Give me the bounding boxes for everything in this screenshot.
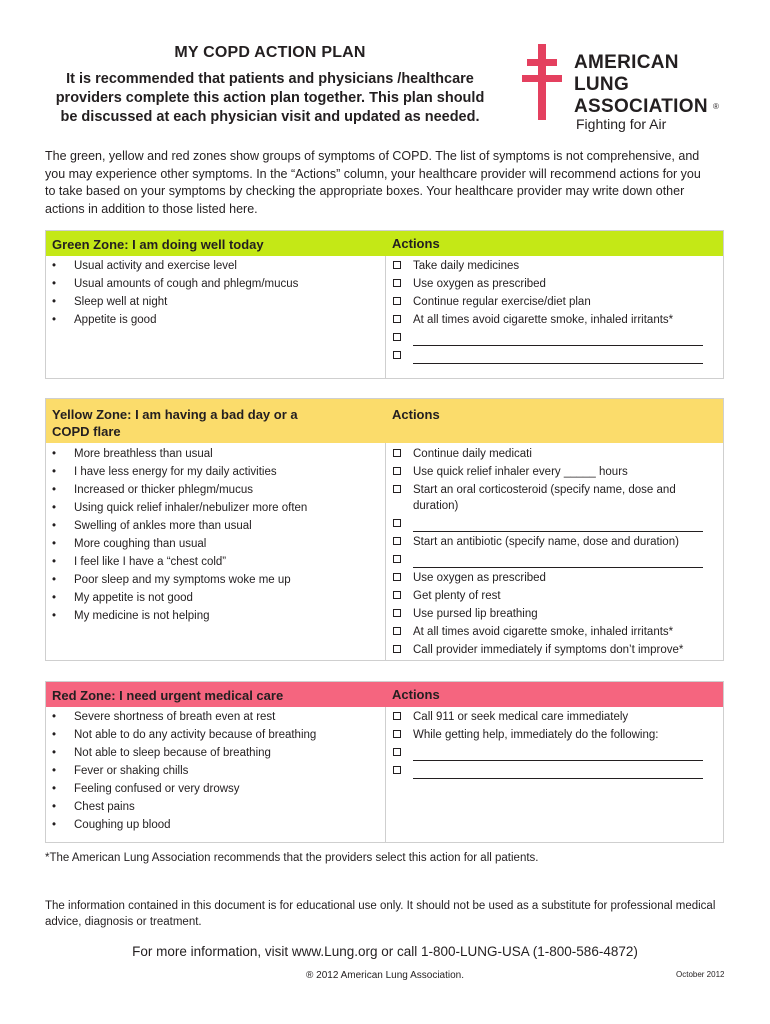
write-in-line[interactable] [413,352,703,364]
action-text: Continue regular exercise/diet plan [413,296,591,308]
checkbox[interactable] [393,609,401,617]
write-in-line[interactable] [413,749,703,761]
intro-line: actions in addition to those listed here. [45,201,258,216]
checkbox[interactable] [393,573,401,581]
bullet: • [52,448,57,460]
copyright: ® 2012 American Lung Association. [305,970,465,981]
action-text: Call 911 or seek medical care immediately [413,711,629,723]
bullet: • [52,801,57,813]
checkbox[interactable] [393,485,401,493]
symptom-text: Appetite is good [74,314,157,326]
symptom-item [46,499,307,517]
checkbox[interactable] [393,297,401,305]
checkbox[interactable] [393,748,401,756]
symptom-item [46,780,316,798]
symptom-text: Poor sleep and my symptoms woke me up [74,574,291,586]
action-item-blank[interactable] [391,348,721,364]
symptom-item [46,535,307,553]
action-text: While getting help, immediately do the following: [413,729,659,741]
logo-text-american: AMERICAN [574,52,679,73]
page-subtitle [40,70,500,127]
action-item[interactable] [391,276,721,292]
checkbox[interactable] [393,333,401,341]
action-item-blank[interactable] [391,745,721,761]
action-text: Continue daily medicati [413,448,532,460]
action-item[interactable] [391,312,721,328]
bullet: • [52,520,57,532]
checkbox[interactable] [393,519,401,527]
disclaimer-line: advice, diagnosis or treatment. [45,916,202,928]
symptom-item [46,293,298,311]
action-item[interactable] [391,624,721,640]
checkbox[interactable] [393,279,401,287]
action-item-blank[interactable] [391,516,721,532]
symptom-item [46,445,307,463]
green-symptom-list [46,257,298,329]
green-action-list [391,258,721,366]
symptom-text: More coughing than usual [74,538,207,550]
checkbox[interactable] [393,591,401,599]
bullet: • [52,610,57,622]
symptom-text: My medicine is not helping [74,610,210,622]
action-text: Call provider immediately if symptoms don’t improve* [413,644,684,656]
yellow-zone-title-line: COPD flare [52,424,121,439]
action-item[interactable] [391,446,721,462]
intro-line: to take based on your symptoms by checking the appropriate boxes. Your healthcare provider may write down other [45,184,685,198]
symptom-item [46,798,316,816]
intro-paragraph [45,148,735,218]
action-item[interactable] [391,606,721,622]
bullet: • [52,556,57,568]
red-symptom-list [46,708,316,834]
subtitle-line: providers complete this action plan together. This plan should [55,90,485,106]
action-text: Get plenty of rest [413,590,501,602]
disclaimer [45,898,735,930]
bullet: • [52,765,57,777]
yellow-zone-title [52,406,298,440]
symptom-text: Fever or shaking chills [74,765,189,777]
green-zone-actions-title: Actions [392,236,440,251]
yellow-action-list [391,446,721,660]
symptom-text: My appetite is not good [74,592,193,604]
bullet: • [52,574,57,586]
checkbox[interactable] [393,315,401,323]
symptom-item [46,275,298,293]
symptom-text: Increased or thicker phlegm/mucus [74,484,253,496]
subtitle-line: be discussed at each physician visit and updated as needed. [60,109,480,125]
symptom-text: I feel like I have a “chest cold” [74,556,227,568]
symptom-item [46,571,307,589]
action-item[interactable] [391,464,721,480]
subtitle-line: It is recommended that patients and physicians /healthcare [66,71,474,87]
checkbox[interactable] [393,261,401,269]
disclaimer-line: The information contained in this document is for educational use only. It should not be used as a substitute for professional medical [45,900,716,912]
bullet: • [52,260,57,272]
symptom-text: Not able to do any activity because of breathing [74,729,317,741]
bullet: • [52,314,57,326]
action-text: At all times avoid cigarette smoke, inhaled irritants* [413,626,674,638]
checkbox[interactable] [393,351,401,359]
action-text: Start an oral corticosteroid (specify name, dose and duration) [413,484,676,512]
checkbox[interactable] [393,766,401,774]
checkbox[interactable] [393,730,401,738]
action-item[interactable] [391,570,721,586]
symptom-item [46,762,316,780]
bullet: • [52,484,57,496]
green-zone-title: Green Zone: I am doing well today [52,237,264,252]
symptom-text: Feeling confused or very drowsy [74,783,240,795]
publication-date: October 2012 [676,970,725,979]
bullet: • [52,711,57,723]
page-title: MY COPD ACTION PLAN [174,44,366,61]
action-text: Take daily medicines [413,260,520,272]
symptom-item [46,708,316,726]
checkbox[interactable] [393,712,401,720]
red-zone-title: Red Zone: I need urgent medical care [52,688,284,703]
symptom-text: I have less energy for my daily activities [74,466,277,478]
yellow-zone [45,398,724,661]
write-in-line[interactable] [413,520,703,532]
bullet: • [52,278,57,290]
bullet: • [52,747,57,759]
checkbox[interactable] [393,467,401,475]
symptom-text: Chest pains [74,801,135,813]
bullet: • [52,819,57,831]
checkbox[interactable] [393,537,401,545]
symptom-item [46,744,316,762]
action-text: At all times avoid cigarette smoke, inhaled irritants* [413,314,674,326]
action-text: Use oxygen as prescribed [413,278,546,290]
symptom-text: Not able to sleep because of breathing [74,747,271,759]
write-in-line[interactable] [413,767,703,779]
action-item[interactable] [391,588,721,604]
symptom-item [46,553,307,571]
action-text: Start an antibiotic (specify name, dose and duration) [413,536,679,548]
footnote: *The American Lung Association recommends that the providers select this action for all patients. [45,852,539,864]
symptom-item [46,589,307,607]
more-info-text: For more information, visit www.Lung.org or call 1-800-LUNG-USA (1-800-586-4872) [132,944,638,959]
yellow-zone-title-line: Yellow Zone: I am having a bad day or a [52,407,298,422]
bullet: • [52,783,57,795]
symptom-text: Usual activity and exercise level [74,260,237,272]
symptom-text: Using quick relief inhaler/nebulizer more often [74,502,308,514]
symptom-item [46,726,316,744]
action-text: Use pursed lip breathing [413,608,538,620]
action-item-blank[interactable] [391,763,721,779]
action-text: Use oxygen as prescribed [413,572,546,584]
symptom-item [46,517,307,535]
checkbox[interactable] [393,449,401,457]
zone-divider [385,256,386,379]
symptom-text: Sleep well at night [74,296,168,308]
bullet: • [52,296,57,308]
action-item[interactable] [391,258,721,274]
symptom-text: Swelling of ankles more than usual [74,520,252,532]
checkbox[interactable] [393,645,401,653]
symptom-item [46,816,316,834]
symptom-item [46,257,298,275]
action-item[interactable] [391,642,721,658]
action-item[interactable] [391,482,703,514]
red-action-list [391,709,721,781]
action-item[interactable] [391,727,721,743]
action-item-blank[interactable] [391,552,721,568]
action-item[interactable] [391,709,721,725]
registered-mark: ® [713,102,719,111]
red-zone [45,681,724,843]
bullet: • [52,592,57,604]
action-text: Use quick relief inhaler every _____ hours [413,466,628,478]
symptom-text: Severe shortness of breath even at rest [74,711,276,723]
green-zone [45,230,724,379]
intro-line: The green, yellow and red zones show groups of symptoms of COPD. The list of symptoms is not comprehensive, and [45,149,700,163]
symptom-item [46,481,307,499]
american-lung-association-logo [522,44,732,134]
checkbox[interactable] [393,627,401,635]
action-item[interactable] [391,294,721,310]
symptom-text: Coughing up blood [74,819,171,831]
symptom-text: Usual amounts of cough and phlegm/mucus [74,278,299,290]
symptom-text: More breathless than usual [74,448,213,460]
yellow-symptom-list [46,445,307,625]
logo-tagline: Fighting for Air [576,116,667,132]
lorraine-cross-icon [522,44,562,120]
bullet: • [52,538,57,550]
checkbox[interactable] [393,555,401,563]
zone-divider [385,707,386,843]
write-in-line[interactable] [413,556,703,568]
bullet: • [52,466,57,478]
logo-text-association: ASSOCIATION [574,96,708,117]
symptom-item [46,463,307,481]
bullet: • [52,502,57,514]
symptom-item [46,311,298,329]
symptom-item [46,607,307,625]
yellow-zone-actions-title: Actions [392,407,440,422]
bullet: • [52,729,57,741]
write-in-line[interactable] [413,334,703,346]
intro-line: you may experience other symptoms. In the “Actions” column, your healthcare provider will recommend actions for you [45,166,701,181]
red-zone-actions-title: Actions [392,687,440,702]
logo-text-lung: LUNG [574,74,630,95]
action-item[interactable] [391,534,721,550]
zone-divider [385,443,386,661]
action-item-blank[interactable] [391,330,721,346]
